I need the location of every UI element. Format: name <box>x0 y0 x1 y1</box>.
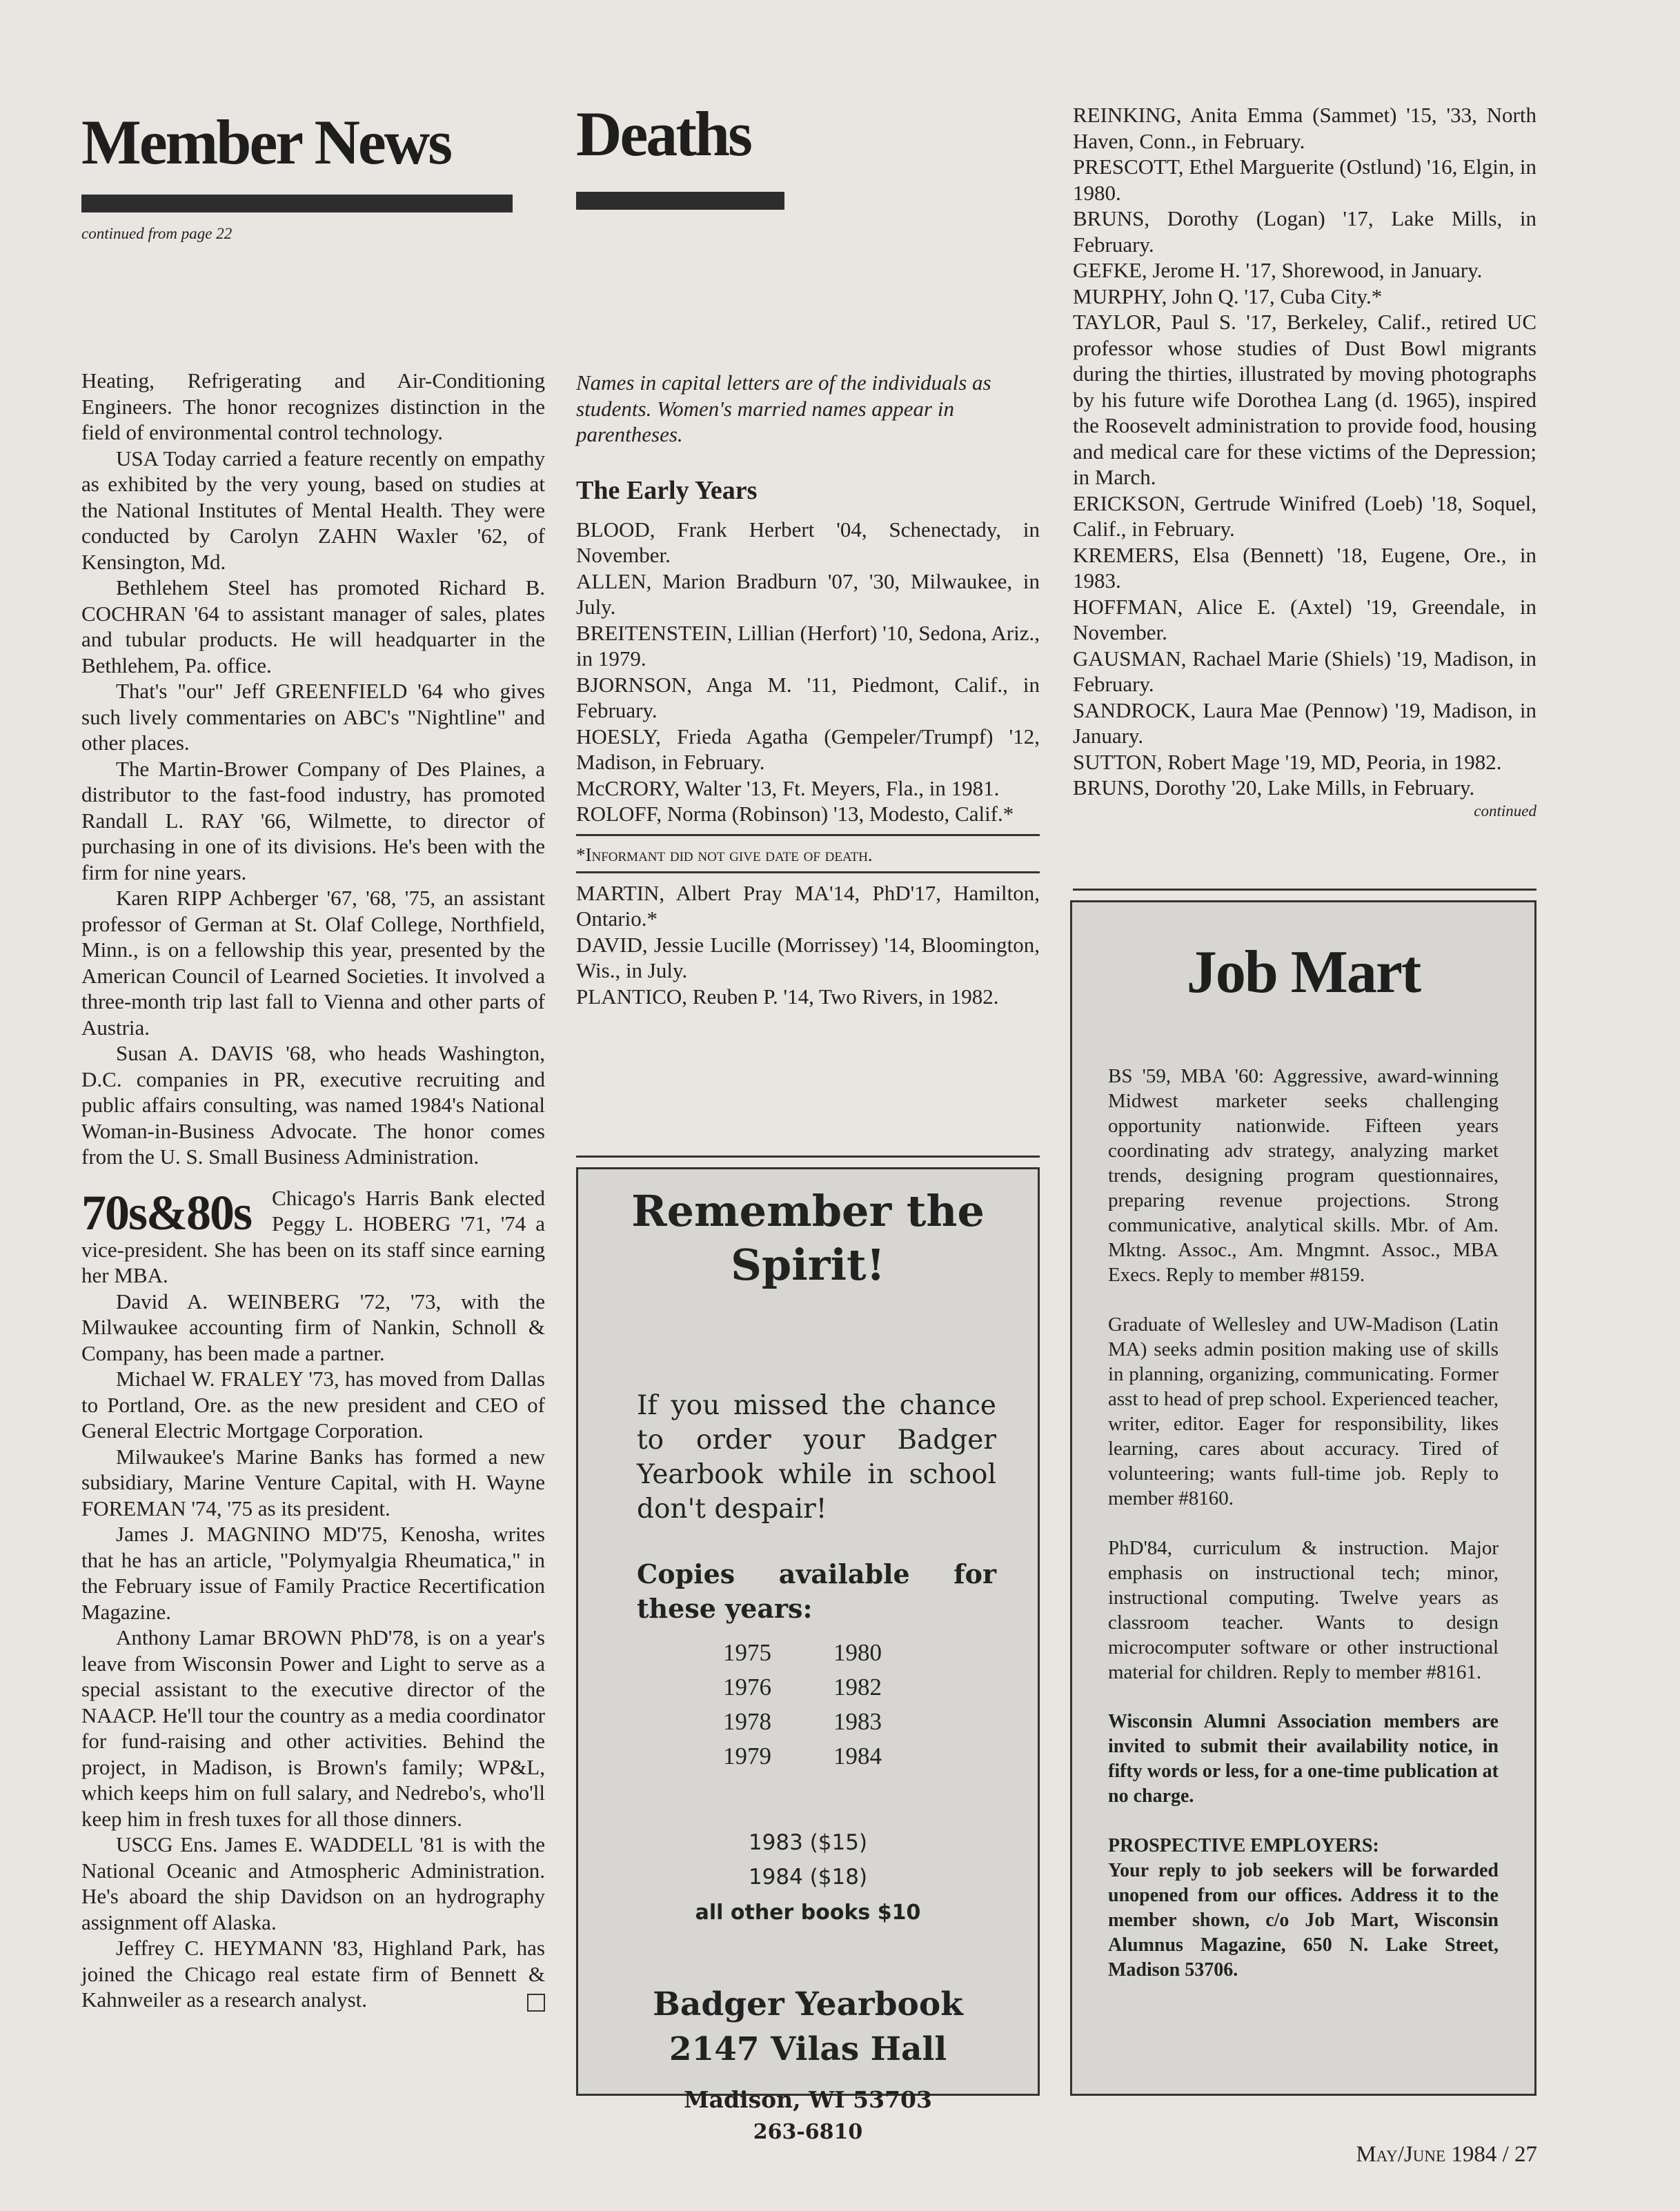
member-news-bar <box>81 195 513 212</box>
mn-paragraph: David A. WEINBERG '72, '73, with the Milwaukee accounting firm of Nankin, Schnoll & Company, has been made a partner. <box>81 1289 545 1365</box>
death-entry: BREITENSTEIN, Lillian (Herfort) '10, Sedona, Ariz., in 1979. <box>576 620 1040 671</box>
ad-price-1984: 1984 ($18) <box>748 1865 868 1890</box>
year-1978: 1978 <box>723 1708 771 1735</box>
job-listing: BS '59, MBA '60: Aggressive, award-winning Midwest marketer seeks challenging opportunity nationwide. Fifteen years coordinating adv strategy, analyzing market trends, designing program questionnaires, preparing revenue projections. Strong communicative, analytical skills. Mbr. of Am. Mktng. Assoc., Am. Mngmnt. Assoc., MBA Execs. Reply to member #8159. <box>1108 1065 1499 1286</box>
member-news-heading: Member News <box>81 107 451 177</box>
mn-paragraph: Susan A. DAVIS '68, who heads Washington, D.C. companies in PR, executive recruiting and public affairs consulting, was named 1984's National Woman-in-Business Advocate. The honor comes from the U. S. Small Business Administration. <box>81 1041 545 1169</box>
job-mart-box <box>1070 900 1536 2096</box>
yearbook-ad <box>576 1167 1040 2144</box>
ad-body: If you missed the chance to order your Badger Yearbook while in school don't despair! <box>637 1390 996 1525</box>
page-folio: May/June 1984 / 27 <box>1356 2142 1537 2167</box>
ad-years <box>723 1636 1038 1774</box>
jobmart-top-rule <box>1073 889 1536 891</box>
year-1984: 1984 <box>833 1743 882 1769</box>
ad-city: Madison, WI 53703 <box>684 2086 932 2113</box>
deaths-intro: Names in capital letters are of the individuals as students. Women's married names appear in parentheses. <box>576 370 991 446</box>
death-entry: ALLEN, Marion Bradburn '07, '30, Milwaukee, in July. <box>576 568 1040 619</box>
mn-paragraph: Milwaukee's Marine Banks has formed a new subsidiary, Marine Venture Capital, with H. Wayne FOREMAN '74, '75 as its president. <box>81 1444 545 1520</box>
mn-paragraph: Anthony Lamar BROWN PhD'78, is on a year's leave from Wisconsin Power and Light to serve as a special assistant to the executive director of the NAACP. He'll tour the country as a media coordinator for fund-raising and other activities. Behind the project, in Madison, is Brown's family; WP&L, which keeps him on full salary, and Nedrebo's, who'll keep him in fresh tuxes for all those dinners. <box>81 1625 545 1831</box>
job-listing: Graduate of Wellesley and UW-Madison (Latin MA) seeks admin position making use of skills in planning, organizing, communicating. Former asst to head of prep school. Experienced teacher, writer, editor. Eager for responsibility, likes learning, cares about accuracy. Tired of volunteering; wants full-time job. Reply to member #8160. <box>1108 1313 1499 1509</box>
death-entry: PLANTICO, Reuben P. '14, Two Rivers, in 1982. <box>576 984 999 1009</box>
death-entry: TAYLOR, Paul S. '17, Berkeley, Calif., retired UC professor whose studies of Dust Bowl migrants during the thirties, illustrated by moving photographs by his future wife Dorothea Lang (d. 1965), inspired the Roosevelt administration to provide food, housing and medical care for these victims of the Depression; in March. <box>1073 310 1536 489</box>
ad-title-line: Remember the <box>631 1186 985 1236</box>
section-heading-70s80s: 70s&80s <box>81 1184 252 1240</box>
mn-paragraph: The Martin-Brower Company of Des Plaines, a distributor to the fast-food industry, has promoted Randall L. RAY '66, Wilmette, to director of purchasing in one of its divisions. He's been with the firm for nine years. <box>81 756 545 884</box>
death-entry: SANDROCK, Laura Mae (Pennow) '19, Madison, in January. <box>1073 697 1536 748</box>
death-entry: MARTIN, Albert Pray MA'14, PhD'17, Hamilton, Ontario.* <box>576 880 1040 931</box>
footnote-rule <box>576 834 1040 836</box>
mn-paragraph: Bethlehem Steel has promoted Richard B. COCHRAN '64 to assistant manager of sales, plates and tubular products. He will headquarter in the Bethlehem, Pa. office. <box>81 575 545 677</box>
ad-address: 2147 Vilas Hall <box>669 2030 947 2068</box>
footnote-rule <box>576 871 1040 873</box>
employers-body: Your reply to job seekers will be forwarded unopened from our offices. Address it to the member shown, c/o Job Mart, Wisconsin Alumnus Magazine, 650 N. Lake Street, Madison 53706. <box>1108 1860 1499 1981</box>
job-mart-invite: Wisconsin Alumni Association members are invited to submit their availability notice, in fifty words or less, for a one-time publication at no charge. <box>1108 1711 1499 1807</box>
death-entry: HOESLY, Frieda Agatha (Gempeler/Trumpf) '12, Madison, in February. <box>576 724 1040 774</box>
death-entry: BJORNSON, Anga M. '11, Piedmont, Calif., in February. <box>576 672 1040 722</box>
ad-phone: 263-6810 <box>753 2120 863 2144</box>
ad-price-1983: 1983 ($15) <box>748 1830 868 1855</box>
death-entry: HOFFMAN, Alice E. (Axtel) '19, Greendale, in November. <box>1073 594 1536 644</box>
ad-org: Badger Yearbook <box>653 1985 963 2023</box>
continued-label: continued <box>1474 802 1536 820</box>
mn-paragraph: Karen RIPP Achberger '67, '68, '75, an assistant professor of German at St. Olaf College, Northfield, Minn., is on a fellowship this year, presented by the American Council of Learned Societies. It involved a three-month trip last fall to Vienna and other parts of Austria. <box>81 886 545 1040</box>
year-1980: 1980 <box>833 1639 882 1666</box>
death-entry: BLOOD, Frank Herbert '04, Schenectady, in November. <box>576 517 1040 567</box>
death-entry: BRUNS, Dorothy (Logan) '17, Lake Mills, in February. <box>1073 206 1536 257</box>
death-entry: BRUNS, Dorothy '20, Lake Mills, in February. <box>1073 775 1475 800</box>
year-1975: 1975 <box>723 1639 771 1666</box>
deaths-continued-column <box>1073 102 1536 820</box>
ad-title-line: Spirit! <box>731 1240 885 1290</box>
death-entry: SUTTON, Robert Mage '19, MD, Peoria, in 1982. <box>1073 749 1502 774</box>
death-entry: MURPHY, John Q. '17, Cuba City.* <box>1073 284 1383 308</box>
early-years-heading: The Early Years <box>576 475 758 505</box>
mn-paragraph: Heating, Refrigerating and Air-Conditioning Engineers. The honor recognizes distinction in the field of environmental control technology. <box>81 368 545 444</box>
year-1983: 1983 <box>833 1708 882 1735</box>
footnote: *Informant did not give date of death. <box>576 844 873 865</box>
mn-paragraph: USCG Ens. James E. WADDELL '81 is with the National Oceanic and Atmospheric Administration. He's aboard the ship Davidson on an hydrography assignment off Alaska. <box>81 1832 545 1934</box>
deaths-heading: Deaths <box>576 99 751 169</box>
death-entry: GEFKE, Jerome H. '17, Shorewood, in January. <box>1073 258 1483 282</box>
mn-paragraph: Michael W. FRALEY '73, has moved from Dallas to Portland, Ore. as the new president and CEO of General Electric Mortgage Corporation. <box>81 1367 545 1442</box>
deaths-bar <box>576 192 784 210</box>
death-entry: KREMERS, Elsa (Bennett) '18, Eugene, Ore., in 1983. <box>1073 542 1536 593</box>
job-listing: PhD'84, curriculum & instruction. Major emphasis on instructional tech; minor, instructional computing. Twelve years as classroom teacher. Wants to design microcomputer software or other instructional material for children. Reply to member #8161. <box>1108 1537 1499 1683</box>
mn-paragraph: Chicago's Harris Bank elected Peggy L. HOBERG '71, '74 a vice-president. She has been on its staff since earning her MBA. <box>81 1185 545 1287</box>
death-entry: DAVID, Jessie Lucille (Morrissey) '14, Bloomington, Wis., in July. <box>576 932 1040 982</box>
death-entry: ROLOFF, Norma (Robinson) '13, Modesto, Calif.* <box>576 802 1014 826</box>
employers-heading: PROSPECTIVE EMPLOYERS: <box>1108 1835 1379 1856</box>
mn-paragraph: James J. MAGNINO MD'75, Kenosha, writes that he has an article, "Polymyalgia Rheumatica," in the February issue of Family Practice Recertification Magazine. <box>81 1522 545 1624</box>
mn-paragraph: USA Today carried a feature recently on empathy as exhibited by the very young, based on studies at the National Institutes of Mental Health. They were conducted by Carolyn ZAHN Waxler '62, of Kensington, Md. <box>81 446 545 574</box>
year-1979: 1979 <box>723 1743 771 1769</box>
ad-copies: Copies available for these years: <box>637 1558 996 1624</box>
year-1976: 1976 <box>723 1674 771 1701</box>
death-entry: McCRORY, Walter '13, Ft. Meyers, Fla., in 1981. <box>576 775 1000 800</box>
end-mark-icon <box>527 1994 545 2012</box>
mn-paragraph: That's "our" Jeff GREENFIELD '64 who gives such lively commentaries on ABC's "Nightline" and other places. <box>81 679 545 755</box>
death-entry: GAUSMAN, Rachael Marie (Shiels) '19, Madison, in February. <box>1073 646 1536 696</box>
section-70s80s <box>81 1185 545 1289</box>
death-entry: ERICKSON, Gertrude Winifred (Loeb) '18, Soquel, Calif., in February. <box>1073 490 1536 541</box>
ad-top-rule <box>576 1156 1040 1158</box>
deaths-column <box>576 99 1040 1009</box>
ad-price-other: all other books $10 <box>695 1901 921 1925</box>
mn-paragraph: Jeffrey C. HEYMANN '83, Highland Park, has joined the Chicago real estate firm of Bennett & Kahnweiler as a research analyst. <box>81 1936 545 2012</box>
member-news-column <box>81 107 545 2013</box>
death-entry: PRESCOTT, Ethel Marguerite (Ostlund) '16, Elgin, in 1980. <box>1073 155 1536 205</box>
year-1982: 1982 <box>833 1674 882 1701</box>
job-mart-heading: Job Mart <box>1186 939 1421 1006</box>
continued-from: continued from page 22 <box>81 225 233 242</box>
death-entry: REINKING, Anita Emma (Sammet) '15, '33, North Haven, Conn., in February. <box>1073 103 1536 153</box>
ad-title <box>578 1184 1038 1292</box>
